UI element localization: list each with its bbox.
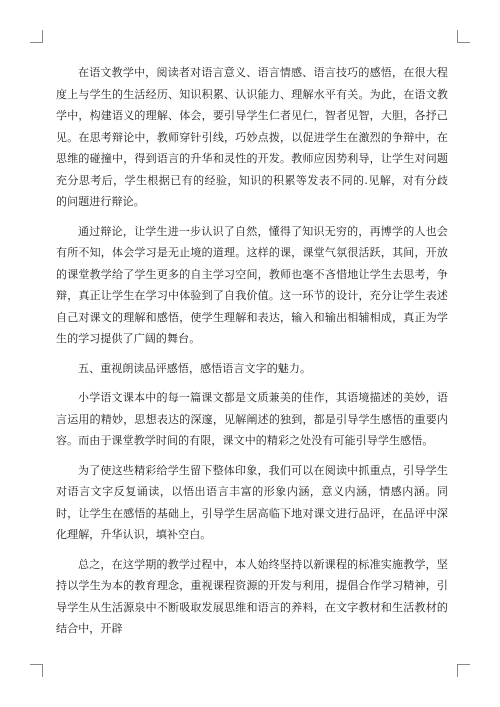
crop-mark-bottom-right <box>457 664 470 677</box>
document-body <box>56 62 448 648</box>
crop-mark-top-right <box>457 30 470 43</box>
paragraph: 小学语文课本中的每一篇课文都是文质兼美的佳作，其语境描述的美妙，语言运用的精妙，思想表达的深邃，见解阐述的独到，都是引导学生感悟的重要内容。而由于课堂教学时间的有限，课文中的精彩之处没有可能引导学生感悟。 <box>56 391 448 447</box>
paragraph: 通过辩论，让学生进一步认识了自然，懂得了知识无穷的，再博学的人也会有所不知，体会学习是无止境的道理。这样的课，课堂气氛很活跃，其间，开放的课堂教学给了学生更多的自主学习空间，教师也毫不吝惜地让学生去思考，争辩，真正让学生在学习中体验到了自我价值。这一环节的设计，充分让学生表述自己对课文的理解和感悟，使学生理解和表达，输入和输出相辅相成，真正为学生的学习提供了广阔的舞台。 <box>56 224 448 345</box>
paragraph: 总之，在这学期的教学过程中，本人始终坚持以新课程的标准实施教学，坚持以学生为本的教育理念，重视课程资源的开发与利用，提倡合作学习精神，引导学生从生活源泉中不断吸取发展思维和语言的养料，在文字教材和生活教材的结合中，开辟 <box>56 557 448 635</box>
crop-mark-top-left <box>30 30 43 43</box>
crop-mark-bottom-left <box>30 664 43 677</box>
paragraph: 在语文教学中，阅读者对语言意义、语言情感、语言技巧的感悟，在很大程度上与学生的生活经历、知识积累、认识能力、理解水平有关。为此，在语文教学中，构建语义的理解、体会，要引导学生仁者见仁，智者见智，大胆，各抒己见。在思考辩论中，教师穿针引线，巧妙点拨，以促进学生在激烈的争辩中，在思维的碰撞中，得到语言的升华和灵性的开发。教师应因势利导，让学生对问题充分思考后，学生根据已有的经验，知识的积累等发表不同的.见解，对有分歧的问题进行辩论。 <box>56 66 448 208</box>
paragraph: 为了使这些精彩给学生留下整体印象，我们可以在阅读中抓重点，引导学生对语言文字反复诵读，以悟出语言丰富的形象内涵，意义内涵，情感内涵。同时，让学生在感悟的基础上，引导学生居高临下地对课文进行品评，在品评中深化理解，升华认识，填补空白。 <box>56 463 448 541</box>
section-heading: 五、重视朗读品评感悟，感悟语言文字的魅力。 <box>78 361 312 375</box>
